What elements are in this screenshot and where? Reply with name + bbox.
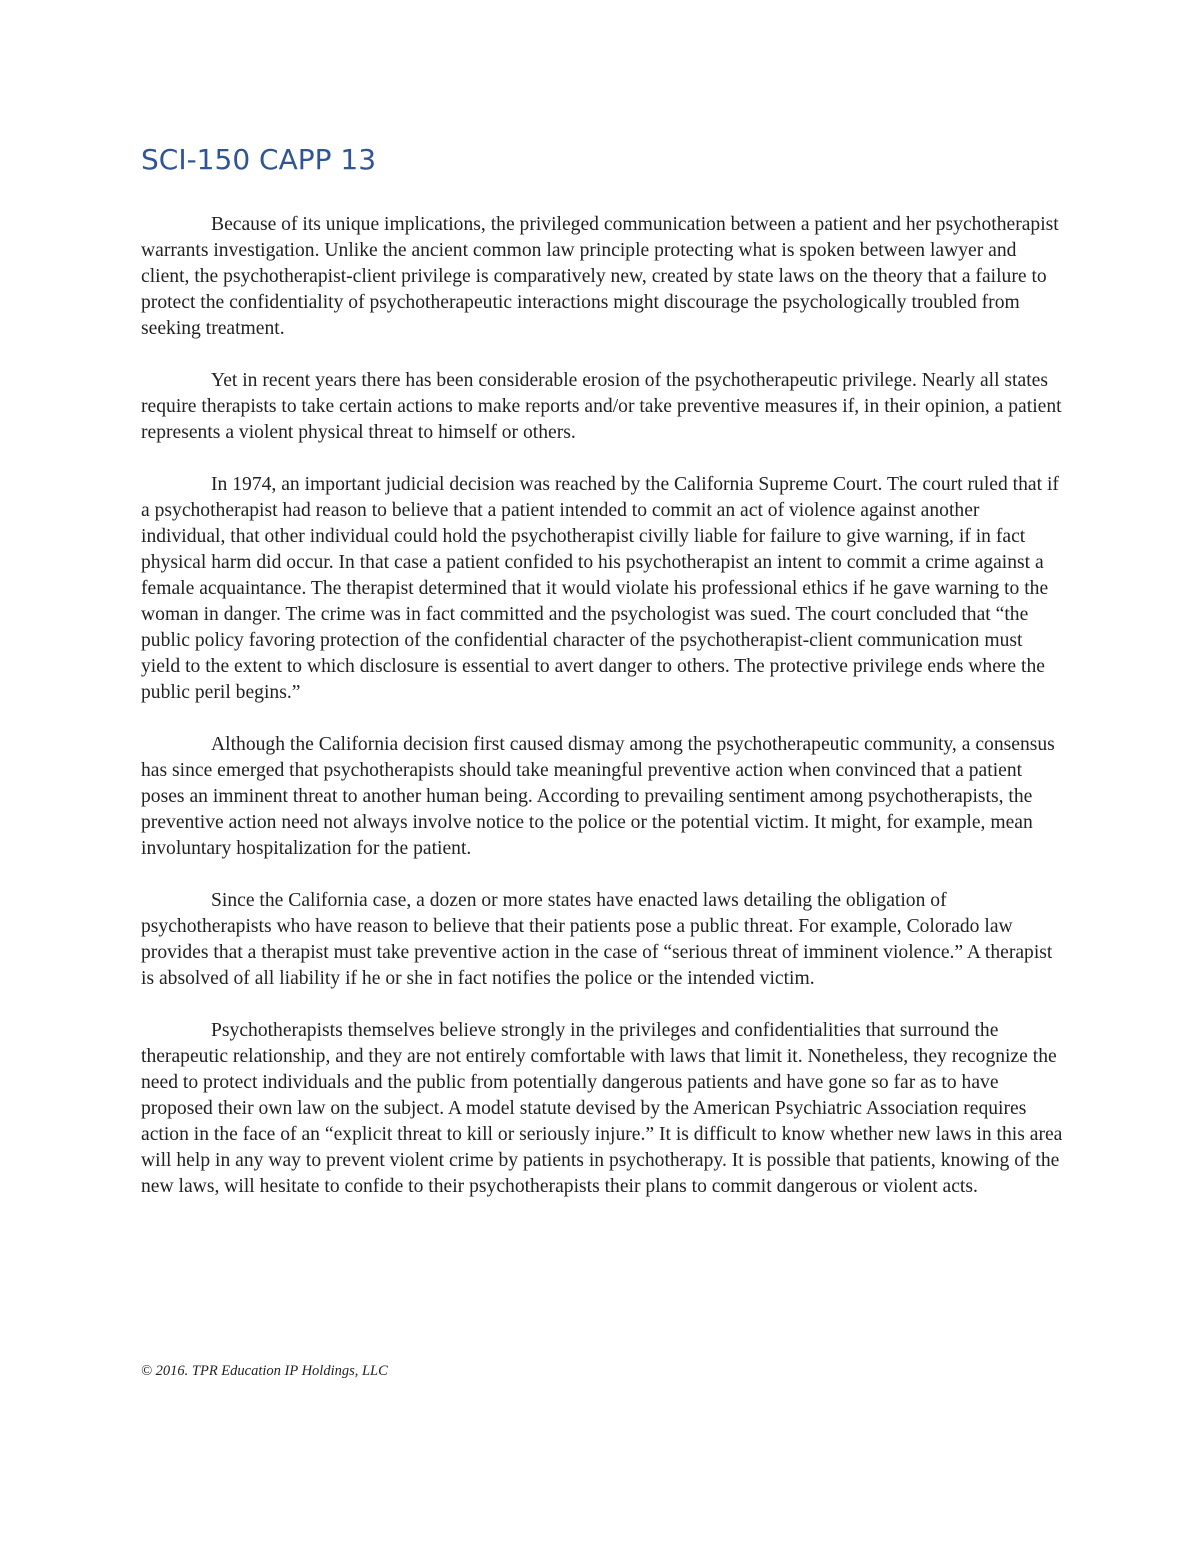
paragraph: Because of its unique implications, the privileged communication between a patient and her psychotherapist warrants investigation. Unlike the ancient common law principle protecting what is spoken between lawyer and client, the psychotherapist-client privilege is comparatively new, created by state laws on the theory that a failure to protect the confidentiality of psychotherapeutic interactions might discourage the psychologically troubled from seeking treatment. xyxy=(141,214,1059,339)
paragraph: Yet in recent years there has been considerable erosion of the psychotherapeutic privilege. Nearly all states require therapists to take certain actions to make reports and/or take preventive measures if, in their opinion, a patient represents a violent physical threat to himself or others. xyxy=(141,370,1062,443)
page-title: SCI-150 CAPP 13 xyxy=(141,143,377,176)
paragraph: Although the California decision first caused dismay among the psychotherapeutic community, a consensus has since emerged that psychotherapists should take meaningful preventive action when convinced that a patient poses an imminent threat to another human being. According to prevailing sentiment among psychotherapists, the preventive action need not always involve notice to the police or the potential victim. It might, for example, mean involuntary hospitalization for the patient. xyxy=(141,734,1055,859)
paragraph: Psychotherapists themselves believe strongly in the privileges and confidentialities that surround the therapeutic relationship, and they are not entirely comfortable with laws that limit it. Nonetheless, they recognize the need to protect individuals and the public from potentially dangerous patients and have gone so far as to have proposed their own law on the subject. A model statute devised by the American Psychiatric Association requires action in the face of an “explicit threat to kill or seriously injure.” It is difficult to know whether new laws in this area will help in any way to prevent violent crime by patients in psychotherapy. It is possible that patients, knowing of the new laws, will hesitate to confide to their psychotherapists their plans to commit dangerous or violent acts. xyxy=(141,1020,1063,1197)
paragraph: In 1974, an important judicial decision was reached by the California Supreme Court. The court ruled that if a psychotherapist had reason to believe that a patient intended to commit an act of violence against another individual, that other individual could hold the psychotherapist civilly liable for failure to give warning, if in fact physical harm did occur. In that case a patient confided to his psychotherapist an intent to commit a crime against a female acquaintance. The therapist determined that it would violate his professional ethics if he gave warning to the woman in danger. The crime was in fact committed and the psychologist was sued. The court concluded that “the public policy favoring protection of the confidential character of the psychotherapist-client communication must yield to the extent to which disclosure is essential to avert danger to others. The protective privilege ends where the public peril begins.” xyxy=(141,474,1059,703)
copyright-footer: © 2016. TPR Education IP Holdings, LLC xyxy=(141,1363,388,1379)
document-body xyxy=(141,212,1066,1226)
paragraph: Since the California case, a dozen or more states have enacted laws detailing the obligation of psychotherapists who have reason to believe that their patients pose a public threat. For example, Colorado law provides that a therapist must take preventive action in the case of “serious threat of imminent violence.” A therapist is absolved of all liability if he or she in fact notifies the police or the intended victim. xyxy=(141,890,1053,989)
